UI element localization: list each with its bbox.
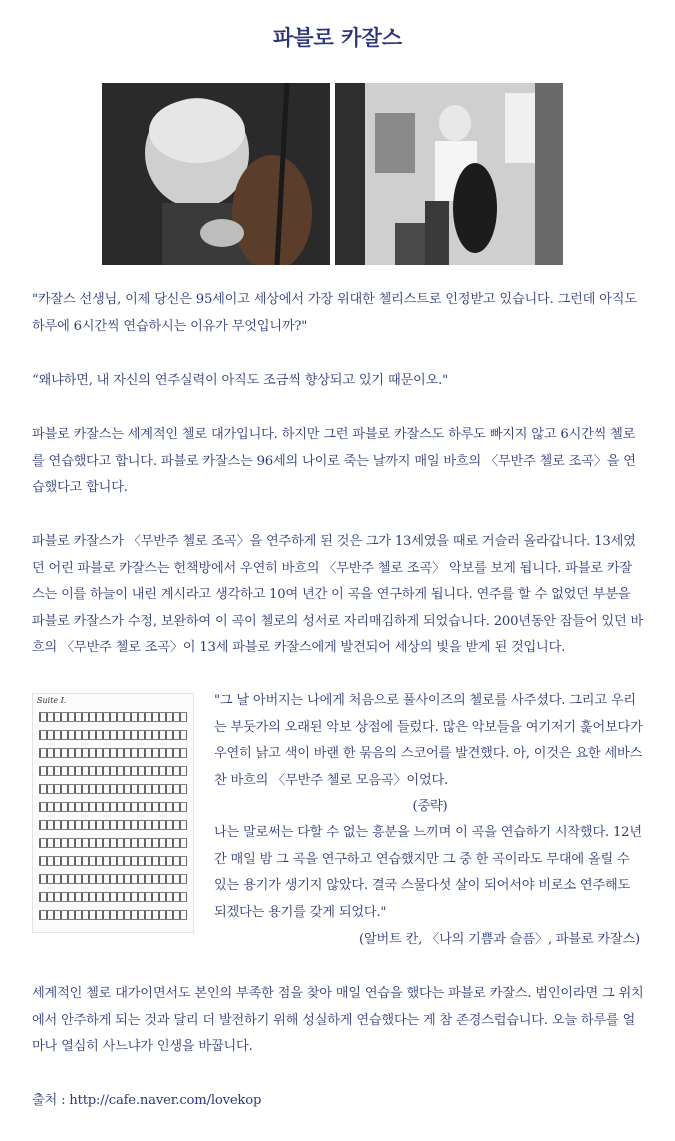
staff-line bbox=[39, 820, 187, 830]
sheet-music-image bbox=[32, 693, 194, 933]
quote-part-1: "그 날 아버지는 나에게 처음으로 풀사이즈의 첼로를 사주셨다. 그리고 우리는 부둣가의 오래된 악보 상점에 들렀다. 많은 악보들을 여기저기 훑어보다가 우연히 낡고 색이 바랜 한 묶음의 스코어를 발견했다. 아, 이것은 요한 세바스찬 바흐의 〈무반주 첼로 모음곡〉이었다. bbox=[214, 693, 643, 788]
sheet-music-caption: Suite I. bbox=[37, 696, 67, 705]
paragraph-discovery: 파블로 카잘스가 〈무반주 첼로 조곡〉을 연주하게 된 것은 그가 13세였을 때로 거슬러 올라갑니다. 13세였던 어린 파블로 카잘스는 헌책방에서 우연히 바흐의 〈무반주 첼로 조곡〉 악보를 보게 됩니다. 파블로 카잘스는 이를 하늘이 내린 계시라고 생각하고 10여 년간 이 곡을 연구하게 됩니다. 연주를 할 수 없었던 부분을 파블로 카잘스가 수정, 보완하여 이 곡이 첼로의 성서로 자리매김하게 되었습니다. 200년동안 잠들어 있던 바흐의 〈무반주 첼로 조곡〉이 13세 파블로 카잘스에게 발견되어 세상의 빛을 받게 된 것입니다. bbox=[32, 534, 644, 655]
paragraph-intro: 파블로 카잘스는 세계적인 첼로 대가입니다. 하지만 그런 파블로 카잘스도 하루도 빠지지 않고 6시간씩 첼로를 연습했다고 합니다. 파블로 카잘스는 96세의 나이로 죽는 날까지 매일 바흐의 〈무반주 첼로 조곡〉을 연습했다고 합니다. bbox=[32, 427, 636, 495]
staff-line bbox=[39, 766, 187, 776]
staff-line bbox=[39, 856, 187, 866]
staff-line bbox=[39, 730, 187, 740]
staff-line bbox=[39, 712, 187, 722]
staff-line bbox=[39, 892, 187, 902]
quote-source: (알버트 칸, 〈나의 기쁨과 슬픔〉, 파블로 카잘스) bbox=[359, 932, 640, 947]
quote-part-2: 나는 말로써는 다할 수 없는 흥분을 느끼며 이 곡을 연습하기 시작했다. 12년간 매일 밤 그 곡을 연구하고 연습했지만 그 중 한 곡이라도 무대에 올릴 수 있는 용기가 생기지 않았다. 결국 스물다섯 살이 되어서야 비로소 연주해도 되겠다는 용기를 갖게 되었다." bbox=[214, 825, 642, 920]
staff-line bbox=[39, 910, 187, 920]
staff-line bbox=[39, 874, 187, 884]
paragraph-answer: “왜냐하면, 내 자신의 연주실력이 아직도 조금씩 향상되고 있기 때문이오." bbox=[32, 373, 448, 388]
staff-line bbox=[39, 838, 187, 848]
seated-illustration bbox=[335, 83, 563, 265]
source-credit: 출처 : http://cafe.naver.com/lovekop bbox=[32, 1093, 262, 1108]
staff-line bbox=[39, 802, 187, 812]
staff-line bbox=[39, 748, 187, 758]
portrait-illustration bbox=[102, 83, 330, 265]
casals-seated-photo bbox=[335, 83, 563, 265]
article-title: 파블로 카잘스 bbox=[272, 25, 403, 50]
quote-omission: (중략) bbox=[412, 799, 448, 814]
staff-line bbox=[39, 784, 187, 794]
paragraph-conclusion: 세계적인 첼로 대가이면서도 본인의 부족한 점을 찾아 매일 연습을 했다는 파블로 카잘스. 범인이라면 그 위치에서 안주하게 되는 것과 달리 더 발전하기 위해 성실하게 연습했다는 게 참 존경스럽습니다. 오늘 하루를 얼마나 열심히 사느냐가 인생을 바꿉니다. bbox=[32, 986, 644, 1054]
paragraph-question: "카잘스 선생님, 이제 당신은 95세이고 세상에서 가장 위대한 첼리스트로 인정받고 있습니다. 그런데 아직도 하루에 6시간씩 연습하시는 이유가 무엇입니까?" bbox=[32, 292, 637, 334]
casals-portrait-photo bbox=[102, 83, 330, 265]
